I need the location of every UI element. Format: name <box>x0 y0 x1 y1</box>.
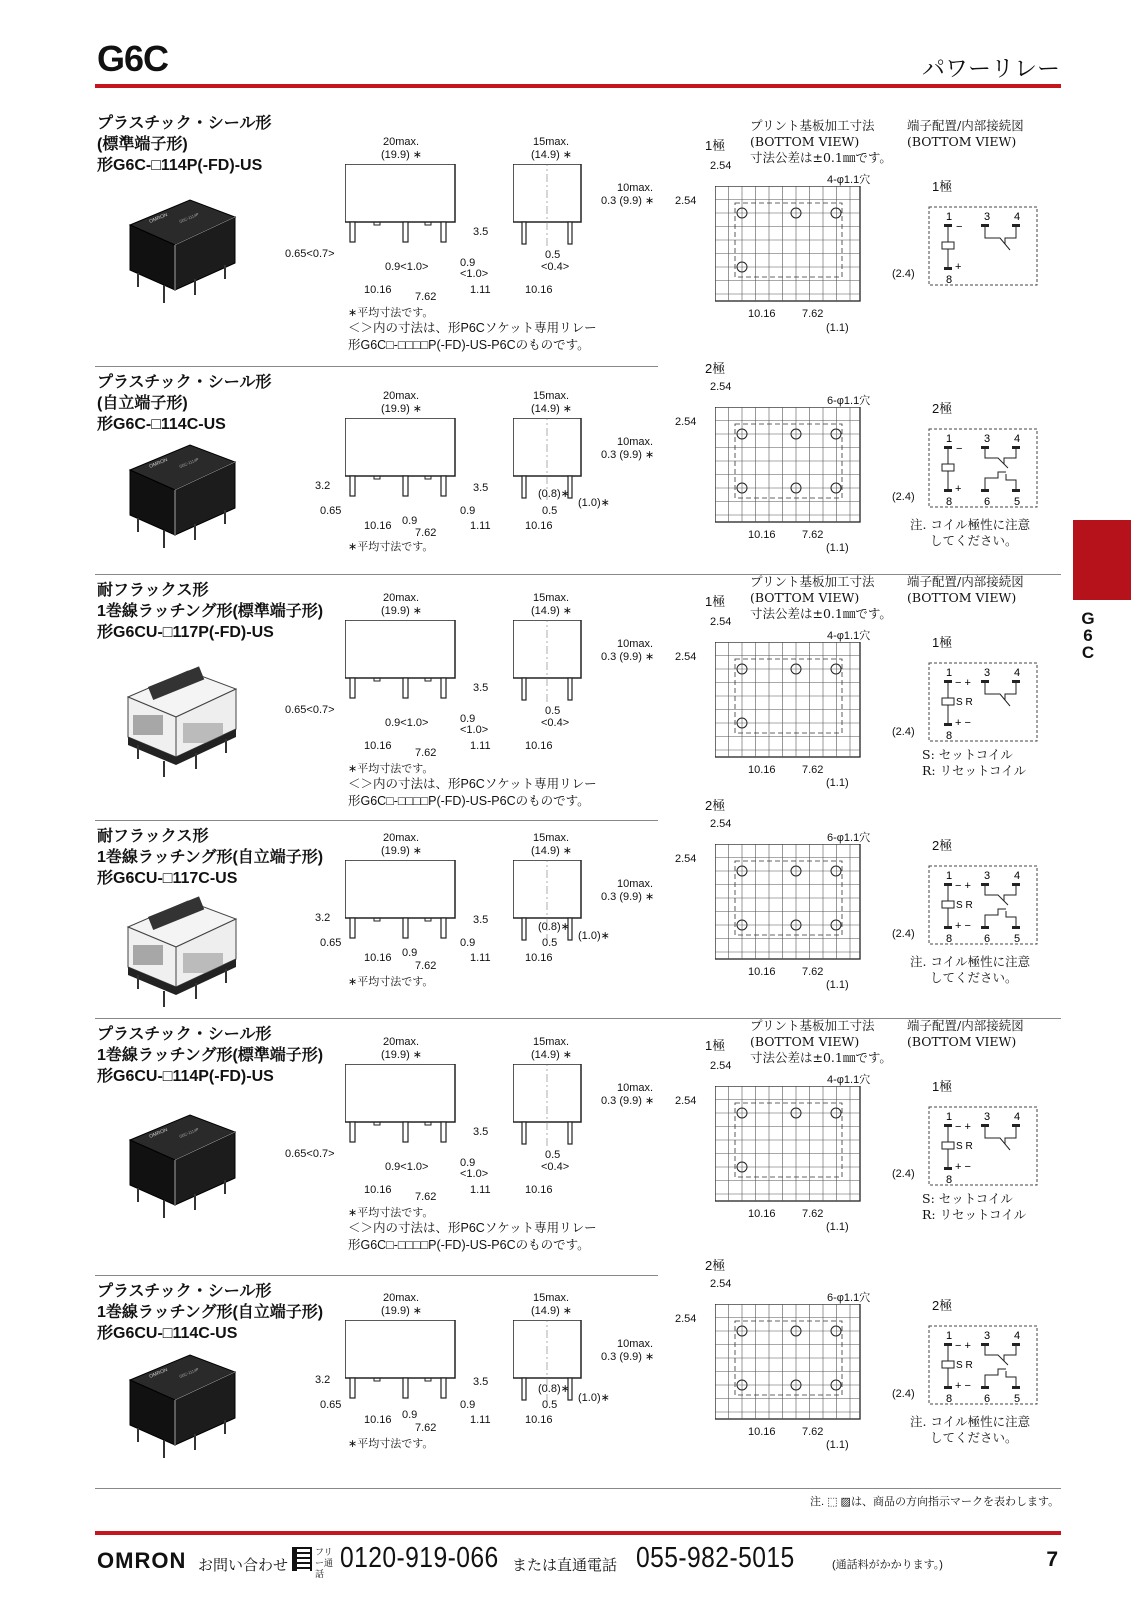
svg-text:− +: − + <box>955 677 971 689</box>
terminal-diagram-2pole-latching <box>928 1325 1040 1407</box>
svg-text:6: 6 <box>984 496 991 508</box>
svg-text:3: 3 <box>984 1111 991 1123</box>
svg-text:1: 1 <box>946 211 953 223</box>
pcb-terminal-block: プリント基板加工寸法 (BOTTOM VIEW) 寸法公差は±0.1㎜です。 1極 端子配置/内部接続図 (BOTTOM VIEW) 2.54 2.54 4-φ1.1穴 (2.4) 10.16 7.62 (1.1) 1極 1 3 4 8 S R − + + − S: セットコイル R: リセットコイル <box>670 574 1070 794</box>
svg-text:+: + <box>955 483 962 495</box>
svg-text:8: 8 <box>946 1174 953 1186</box>
terminal-diagram-1pole-latching <box>928 662 1040 744</box>
terminal-diagram-2pole-latching <box>928 865 1040 947</box>
section-title: プラスチック・シール形 (標準端子形) 形G6C-□114P(-FD)-US <box>97 115 272 174</box>
svg-text:3: 3 <box>984 433 991 445</box>
section-divider <box>95 820 658 821</box>
svg-text:S R: S R <box>956 1141 973 1152</box>
pcb-grid-2pole <box>715 407 865 527</box>
direct-call-label: または直通電話 <box>512 1557 618 1574</box>
freecall-label: フリー通話 <box>315 1547 334 1579</box>
relay-photo <box>120 1350 250 1465</box>
relay-photo <box>120 440 250 555</box>
svg-text:1: 1 <box>946 1111 953 1123</box>
section-title: プラスチック・シール形 1巻線ラッチング形(標準端子形) 形G6CU-□114P(-FD)-US <box>97 1026 324 1085</box>
terminal-diagram-2pole <box>928 428 1040 510</box>
terminal-diagram-1pole-latching <box>928 1106 1040 1188</box>
pcb-grid-2pole <box>715 1304 865 1424</box>
dimension-drawing: 20max. (19.9) ∗ 15max. (14.9) ∗ 10max. 0.3 (9.9) ∗ 3.2 3.5 0.65 0.9 0.9 10.16 7.62 1.11 (0.8)∗ (1.0)∗ 0.5 10.16 ∗平均寸法です。 <box>315 1292 655 1450</box>
svg-text:+ −: + − <box>955 1380 971 1392</box>
svg-text:+ −: + − <box>955 1161 971 1173</box>
svg-text:6: 6 <box>984 1393 991 1405</box>
svg-text:6: 6 <box>984 933 991 945</box>
svg-text:1: 1 <box>946 1330 953 1342</box>
freecall-icon <box>292 1547 312 1571</box>
freecall-number: 0120-919-066 <box>340 1542 499 1574</box>
svg-text:+ −: + − <box>955 717 971 729</box>
svg-text:3: 3 <box>984 211 991 223</box>
page-number: 7 <box>1046 1548 1058 1571</box>
section-title: 耐フラックス形 1巻線ラッチング形(標準端子形) 形G6CU-□117P(-FD)-US <box>97 582 324 641</box>
dimension-drawing: 20max. (19.9) ∗ 15max. (14.9) ∗ 10max. 0.3 (9.9) ∗ 3.5 0.65<0.7> 0.9<1.0> 0.9 <1.0> 10.16 7.62 1.11 0.5 <0.4> 10.16 ∗平均寸法です。 ＜＞内の寸法は、形P6Cソケット専用リレー 形G6C□-□□□□P(-FD)-US-P6Cのものです。 <box>285 136 655 352</box>
svg-text:4: 4 <box>1014 211 1021 223</box>
relay-photo-clear <box>118 895 248 1010</box>
side-index-label: G 6 C <box>1081 609 1095 662</box>
svg-text:− +: − + <box>955 1121 971 1133</box>
section-title: プラスチック・シール形 1巻線ラッチング形(自立端子形) 形G6CU-□114C-US <box>97 1283 324 1342</box>
terminal-diagram-1pole <box>928 206 1040 288</box>
svg-text:5: 5 <box>1014 1393 1021 1405</box>
direct-number: 055-982-5015 <box>636 1542 795 1574</box>
page-title: G6C <box>97 38 169 79</box>
call-charge-note: (通話料がかかります。) <box>832 1559 943 1571</box>
section-divider <box>95 366 658 367</box>
svg-text:3: 3 <box>984 870 991 882</box>
svg-text:4: 4 <box>1014 870 1021 882</box>
svg-text:+: + <box>955 261 962 273</box>
pcb-grid-2pole <box>715 844 865 964</box>
svg-text:1: 1 <box>946 667 953 679</box>
direction-mark-note: 注. ⬚ ▨は、商品の方向指示マークを表わします。 <box>810 1496 1060 1508</box>
svg-text:S R: S R <box>956 697 973 708</box>
svg-text:S R: S R <box>956 1360 973 1371</box>
relay-photo <box>120 195 250 310</box>
pcb-terminal-block: プリント基板加工寸法 (BOTTOM VIEW) 寸法公差は±0.1㎜です。 1極 端子配置/内部接続図 (BOTTOM VIEW) 2.54 2.54 4-φ1.1穴 (2.4) 10.16 7.62 (1.1) 1極 1 3 4 8 − + <box>670 118 1070 343</box>
svg-text:5: 5 <box>1014 496 1021 508</box>
pcb-terminal-block: プリント基板加工寸法 (BOTTOM VIEW) 寸法公差は±0.1㎜です。 1極 端子配置/内部接続図 (BOTTOM VIEW) 2.54 2.54 4-φ1.1穴 (2.4) 10.16 7.62 (1.1) 1極 1 3 4 8 S R − + + − S: セットコイル R: リセットコイル <box>670 1018 1070 1238</box>
category-label: パワーリレー <box>922 55 1060 81</box>
svg-text:5: 5 <box>1014 933 1021 945</box>
pcb-terminal-block: 2極 2.54 2.54 6-φ1.1穴 (2.4) 10.16 7.62 (1.1) 2極 1 3 4 8 6 5 S R − + + − 注. コイル極性に注意 してください。 <box>670 795 1070 995</box>
svg-text:3: 3 <box>984 667 991 679</box>
svg-text:8: 8 <box>946 496 953 508</box>
side-index-tab <box>1073 520 1131 600</box>
section-divider <box>95 1275 658 1276</box>
pcb-grid-1pole <box>715 186 865 306</box>
pcb-terminal-block: 2極 2.54 2.54 6-φ1.1穴 (2.4) 10.16 7.62 (1.1) 2極 1 3 4 8 6 5 − + 注. コイル極性に注意 してください。 <box>670 358 1070 558</box>
svg-text:3: 3 <box>984 1330 991 1342</box>
svg-text:1: 1 <box>946 870 953 882</box>
dimension-drawing: 20max. (19.9) ∗ 15max. (14.9) ∗ 10max. 0.3 (9.9) ∗ 3.2 3.5 0.65 0.9 0.9 10.16 7.62 1.11 (0.8)∗ (1.0)∗ 0.5 10.16 ∗平均寸法です。 <box>315 832 655 988</box>
dimension-drawing: 20max. (19.9) ∗ 15max. (14.9) ∗ 10max. 0.3 (9.9) ∗ 3.2 3.5 0.65 0.9 0.9 10.16 7.62 1.11 (0.8)∗ (1.0)∗ 0.5 10.16 ∗平均寸法です。 <box>315 390 655 553</box>
relay-photo <box>120 1110 250 1225</box>
footer-rule <box>95 1531 1061 1535</box>
svg-text:8: 8 <box>946 1393 953 1405</box>
relay-photo-clear <box>118 665 248 780</box>
svg-text:4: 4 <box>1014 1330 1021 1342</box>
svg-text:−: − <box>956 221 963 233</box>
svg-text:+ −: + − <box>955 920 971 932</box>
svg-text:4: 4 <box>1014 667 1021 679</box>
svg-text:8: 8 <box>946 274 953 286</box>
dimension-drawing: 20max. (19.9) ∗ 15max. (14.9) ∗ 10max. 0.3 (9.9) ∗ 3.5 0.65<0.7> 0.9<1.0> 0.9 <1.0> 10.16 7.62 1.11 0.5 <0.4> 10.16 ∗平均寸法です。 ＜＞内の寸法は、形P6Cソケット専用リレー 形G6C□-□□□□P(-FD)-US-P6Cのものです。 <box>285 592 655 808</box>
svg-text:1: 1 <box>946 433 953 445</box>
svg-text:4: 4 <box>1014 1111 1021 1123</box>
pcb-terminal-block: 2極 2.54 2.54 6-φ1.1穴 (2.4) 10.16 7.62 (1.1) 2極 1 3 4 8 6 5 S R − + + − 注. コイル極性に注意 してください。 <box>670 1255 1070 1455</box>
svg-text:8: 8 <box>946 730 953 742</box>
svg-text:S R: S R <box>956 900 973 911</box>
pcb-grid-1pole <box>715 1086 865 1206</box>
inquiry-label: お問い合わせ <box>198 1557 289 1574</box>
svg-text:− +: − + <box>955 1340 971 1352</box>
header-rule <box>95 84 1061 88</box>
dimension-drawing: 20max. (19.9) ∗ 15max. (14.9) ∗ 10max. 0.3 (9.9) ∗ 3.5 0.65<0.7> 0.9<1.0> 0.9 <1.0> 10.16 7.62 1.11 0.5 <0.4> 10.16 ∗平均寸法です。 ＜＞内の寸法は、形P6Cソケット専用リレー 形G6C□-□□□□P(-FD)-US-P6Cのものです。 <box>285 1036 655 1252</box>
svg-text:−: − <box>956 443 963 455</box>
section-title: 耐フラックス形 1巻線ラッチング形(自立端子形) 形G6CU-□117C-US <box>97 828 324 887</box>
pcb-grid-1pole <box>715 642 865 762</box>
svg-text:8: 8 <box>946 933 953 945</box>
section-title: プラスチック・シール形 (自立端子形) 形G6C-□114C-US <box>97 374 272 433</box>
svg-text:4: 4 <box>1014 433 1021 445</box>
omron-logo: OMRON <box>97 1548 187 1573</box>
svg-text:− +: − + <box>955 880 971 892</box>
section-divider <box>95 1488 1061 1489</box>
